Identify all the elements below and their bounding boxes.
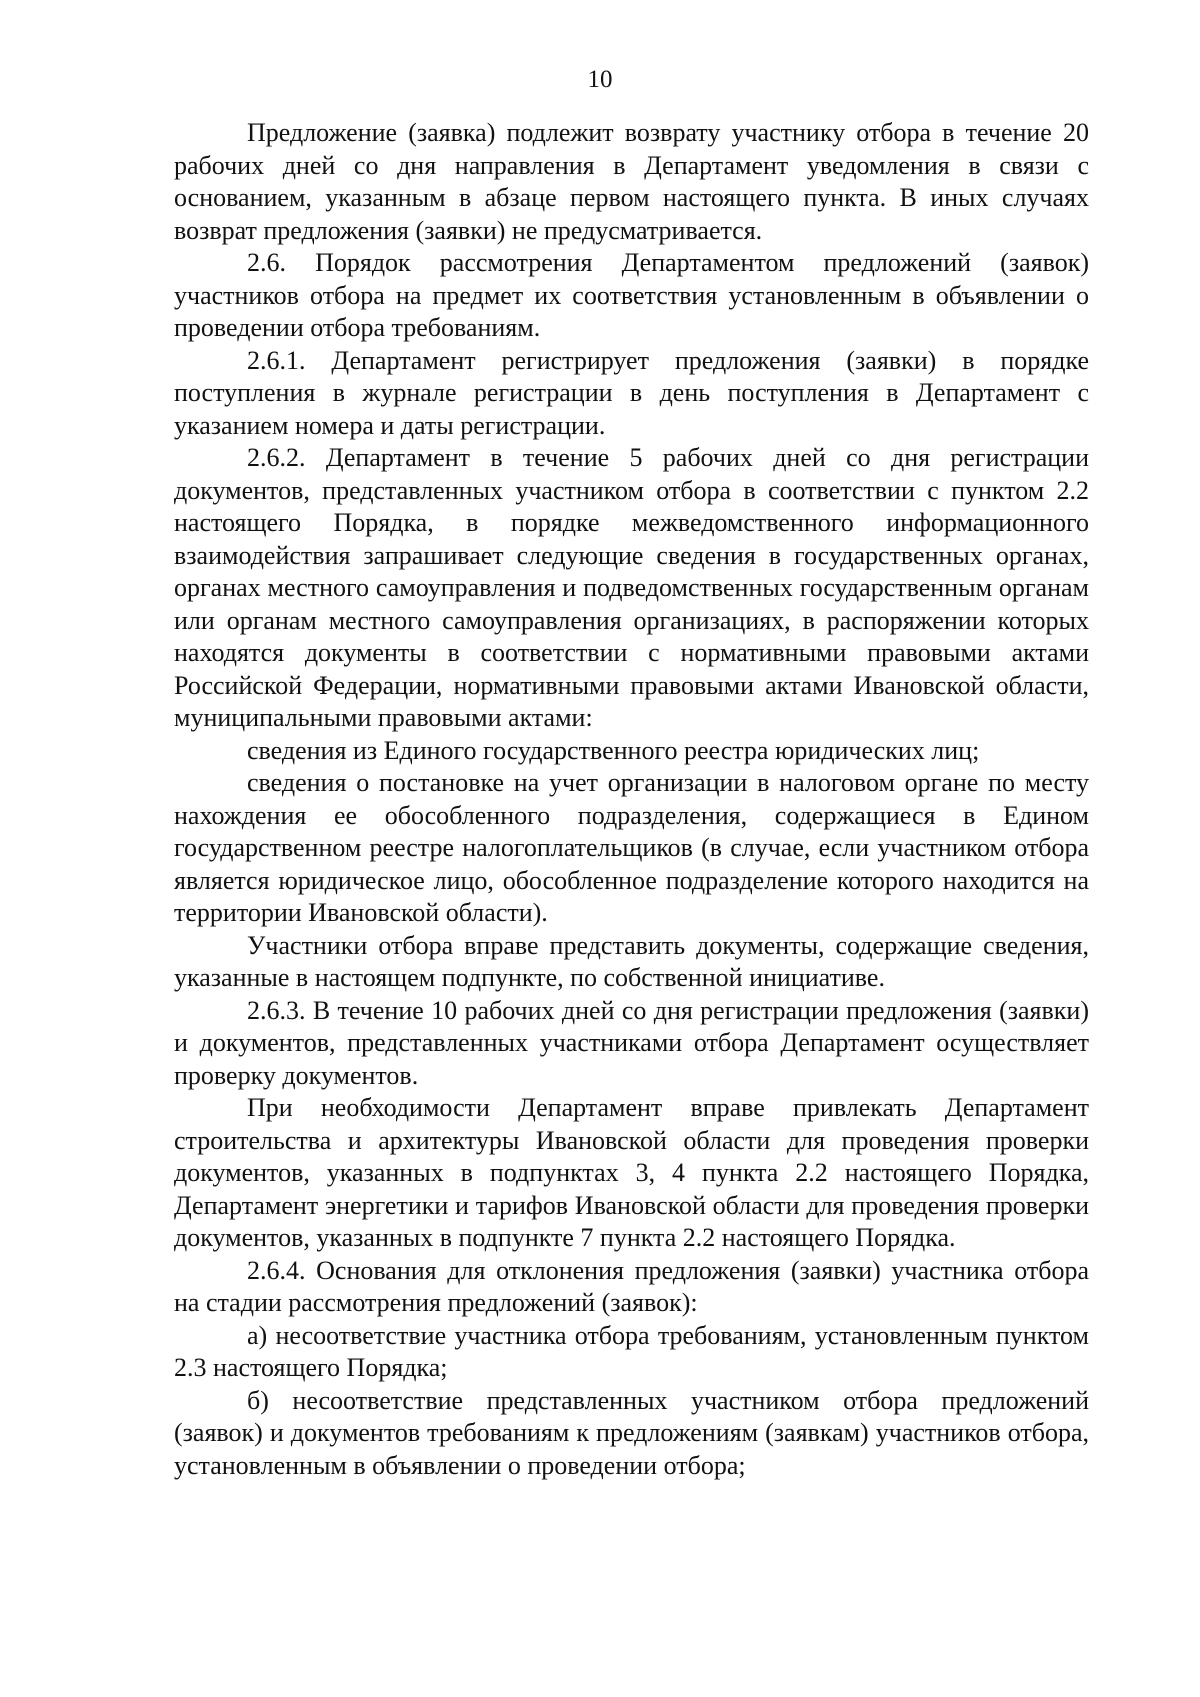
paragraph-involve-departments: При необходимости Департамент вправе привлекать Департамент строительства и архитектуры Ивановской области для проведения проверки документов, указанных в подпунктах 3, 4 пункта 2.2 настоящего Порядка, Департамент энергетики и тарифов Ивановской области для проведения проверки документов, указанных в подпункте 7 пункта 2.2 настоящего Порядка.: [174, 1093, 1089, 1252]
paragraph-tax-registration-info: сведения о постановке на учет организации в налоговом органе по месту нахождения ее обособленного подразделения, содержащиеся в Едином государственном реестре налогоплательщиков (в случае, если участником отбора является юридическое лицо, обособленное подразделение которого находится на территории Ивановской области).: [174, 768, 1089, 927]
document-body: [174, 117, 1089, 1482]
paragraph-egrul-info: сведения из Единого государственного реестра юридических лиц;: [247, 735, 980, 765]
paragraph-2-6-4: 2.6.4. Основания для отклонения предложения (заявки) участника отбора на стадии рассмотрения предложений (заявок):: [174, 1255, 1089, 1317]
paragraph-2-6-2: 2.6.2. Департамент в течение 5 рабочих дней со дня регистрации документов, представленных участником отбора в соответствии с пунктом 2.2 настоящего Порядка, в порядке межведомственного информационного взаимодействия запрашивает следующие сведения в государственных органах, органах местного самоуправления и подведомственных государственным органам или органам местного самоуправления организациях, в распоряжении которых находятся документы в соответствии с нормативными правовыми актами Российской Федерации, нормативными правовыми актами Ивановской области, муниципальными правовыми актами:: [174, 443, 1089, 732]
page-number: 10: [587, 66, 613, 93]
paragraph-2-6-1: 2.6.1. Департамент регистрирует предложения (заявки) в порядке поступления в журнале регистрации в день поступления в Департамент с указанием номера и даты регистрации.: [174, 345, 1089, 440]
paragraph-return-of-application: Предложение (заявка) подлежит возврату участнику отбора в течение 20 рабочих дней со дня направления в Департамент уведомления в связи с основанием, указанным в абзаце первом настоящего пункта. В иных случаях возврат предложения (заявки) не предусматривается.: [174, 118, 1089, 245]
paragraph-item-b: б) несоответствие представленных участником отбора предложений (заявок) и документов требованиям к предложениям (заявкам) участников отбора, установленным в объявлении о проведении отбора;: [174, 1385, 1089, 1480]
paragraph-own-initiative: Участники отбора вправе представить документы, содержащие сведения, указанные в настоящем подпункте, по собственной инициативе.: [174, 930, 1089, 992]
paragraph-item-a: а) несоответствие участника отбора требованиям, установленным пунктом 2.3 настоящего Порядка;: [174, 1320, 1089, 1382]
paragraph-2-6: 2.6. Порядок рассмотрения Департаментом предложений (заявок) участников отбора на предмет их соответствия установленным в объявлении о проведении отбора требованиям.: [174, 248, 1089, 342]
paragraph-2-6-3: 2.6.3. В течение 10 рабочих дней со дня регистрации предложения (заявки) и документов, представленных участниками отбора Департамент осуществляет проверку документов.: [174, 995, 1089, 1090]
